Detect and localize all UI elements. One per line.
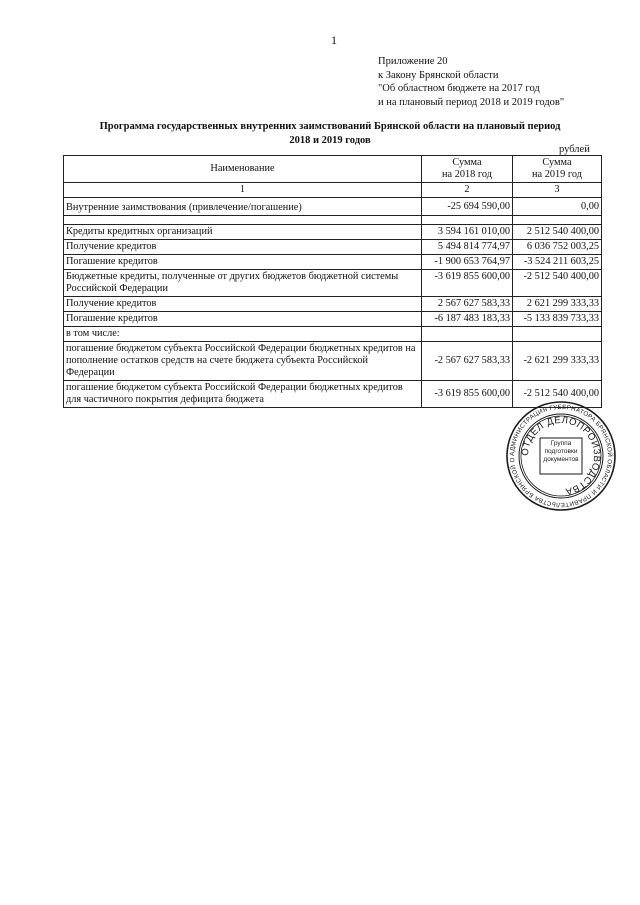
department-stamp	[505, 400, 617, 512]
amount-2018: -1 900 653 764,97	[422, 255, 513, 270]
amount-2018: 5 494 814 774,97	[422, 240, 513, 255]
amount-2019: -3 524 211 603,25	[513, 255, 602, 270]
row-name: Бюджетные кредиты, полученные от других бюджетов бюджетной системы Российской Федерации	[64, 270, 422, 297]
document-title	[60, 120, 600, 148]
table-row	[64, 240, 602, 255]
header-year-label: на 2019 год	[532, 169, 582, 180]
appendix-line: к Закону Брянской области	[378, 69, 499, 81]
stamp-dept-text: ОТДЕЛ ДЕЛОПРОИЗВОДСТВА	[519, 414, 603, 497]
amount-2019: 0,00	[513, 198, 602, 216]
appendix-line: "Об областном бюджете на 2017 год	[378, 83, 540, 94]
spacer-row	[64, 216, 602, 225]
row-name: Получение кредитов	[64, 240, 422, 255]
amount-2019: 2 512 540 400,00	[513, 225, 602, 240]
table-row	[64, 255, 602, 270]
amount-2018: -25 694 590,00	[422, 198, 513, 216]
amount-2018: -6 187 483 183,33	[422, 312, 513, 327]
stamp-center-line: подготовки	[544, 448, 578, 455]
borrowings-table	[63, 155, 602, 408]
table-row	[64, 342, 602, 381]
header-sum-label: Сумма	[452, 157, 482, 168]
amount-2018: -3 619 855 600,00	[422, 381, 513, 408]
header-sum-2018	[422, 156, 513, 183]
table-row	[64, 327, 602, 342]
row-name: Внутренние заимствования (привлечение/погашение)	[64, 198, 422, 216]
stamp-ring-text: АДМИНИСТРАЦИЯ ГУБЕРНАТОРА БРЯНСКОЙ ОБЛАСТИ И ПРАВИТЕЛЬСТВА БРЯНСКОЙ О	[508, 403, 614, 509]
amount-2019: -2 621 299 333,33	[513, 342, 602, 381]
header-name-text: Наименование	[210, 163, 275, 174]
row-name: погашение бюджетом субъекта Российской Федерации бюджетных кредитов для частичного покрытия дефицита бюджета	[64, 381, 422, 408]
header-sum-label: Сумма	[542, 157, 572, 168]
unit-label: рублей	[559, 144, 590, 155]
amount-2019: -5 133 839 733,33	[513, 312, 602, 327]
amount-2018: 2 567 627 583,33	[422, 297, 513, 312]
row-name: погашение бюджетом субъекта Российской Федерации бюджетных кредитов на пополнение остатков средств на счете бюджета субъекта Российской Федерации	[64, 342, 422, 381]
row-name: Погашение кредитов	[64, 312, 422, 327]
amount-2019: -2 512 540 400,00	[513, 270, 602, 297]
amount-2019	[513, 327, 602, 342]
column-number: 1	[64, 183, 422, 198]
column-number: 3	[513, 183, 602, 198]
column-number: 2	[422, 183, 513, 198]
title-line: 2018 и 2019 годов	[289, 135, 371, 146]
amount-2019: 2 621 299 333,33	[513, 297, 602, 312]
row-name: Погашение кредитов	[64, 255, 422, 270]
title-line: Программа государственных внутренних заимствований Брянской области на плановый период	[99, 121, 561, 132]
table-row	[64, 198, 602, 216]
appendix-line: Приложение 20	[378, 56, 448, 67]
table-row	[64, 312, 602, 327]
appendix-line: и на плановый период 2018 и 2019 годов"	[378, 96, 565, 108]
amount-2018: -2 567 627 583,33	[422, 342, 513, 381]
amount-2018	[422, 327, 513, 342]
amount-2018: 3 594 161 010,00	[422, 225, 513, 240]
table-row	[64, 225, 602, 240]
stamp-center-line: документов	[543, 456, 579, 463]
row-name: в том числе:	[64, 327, 422, 342]
header-sum-2019	[513, 156, 602, 183]
header-name	[64, 156, 422, 183]
page-number: 1	[331, 33, 337, 47]
stamp-center-line: Группа	[550, 440, 572, 447]
row-name: Получение кредитов	[64, 297, 422, 312]
appendix-reference	[378, 55, 564, 109]
row-name: Кредиты кредитных организаций	[64, 225, 422, 240]
amount-2019: 6 036 752 003,25	[513, 240, 602, 255]
header-year-label: на 2018 год	[442, 169, 492, 180]
stamp-center-text	[541, 440, 581, 464]
amount-2019: -2 512 540 400,00	[513, 381, 602, 408]
amount-2018: -3 619 855 600,00	[422, 270, 513, 297]
table-row	[64, 297, 602, 312]
table-row	[64, 270, 602, 297]
